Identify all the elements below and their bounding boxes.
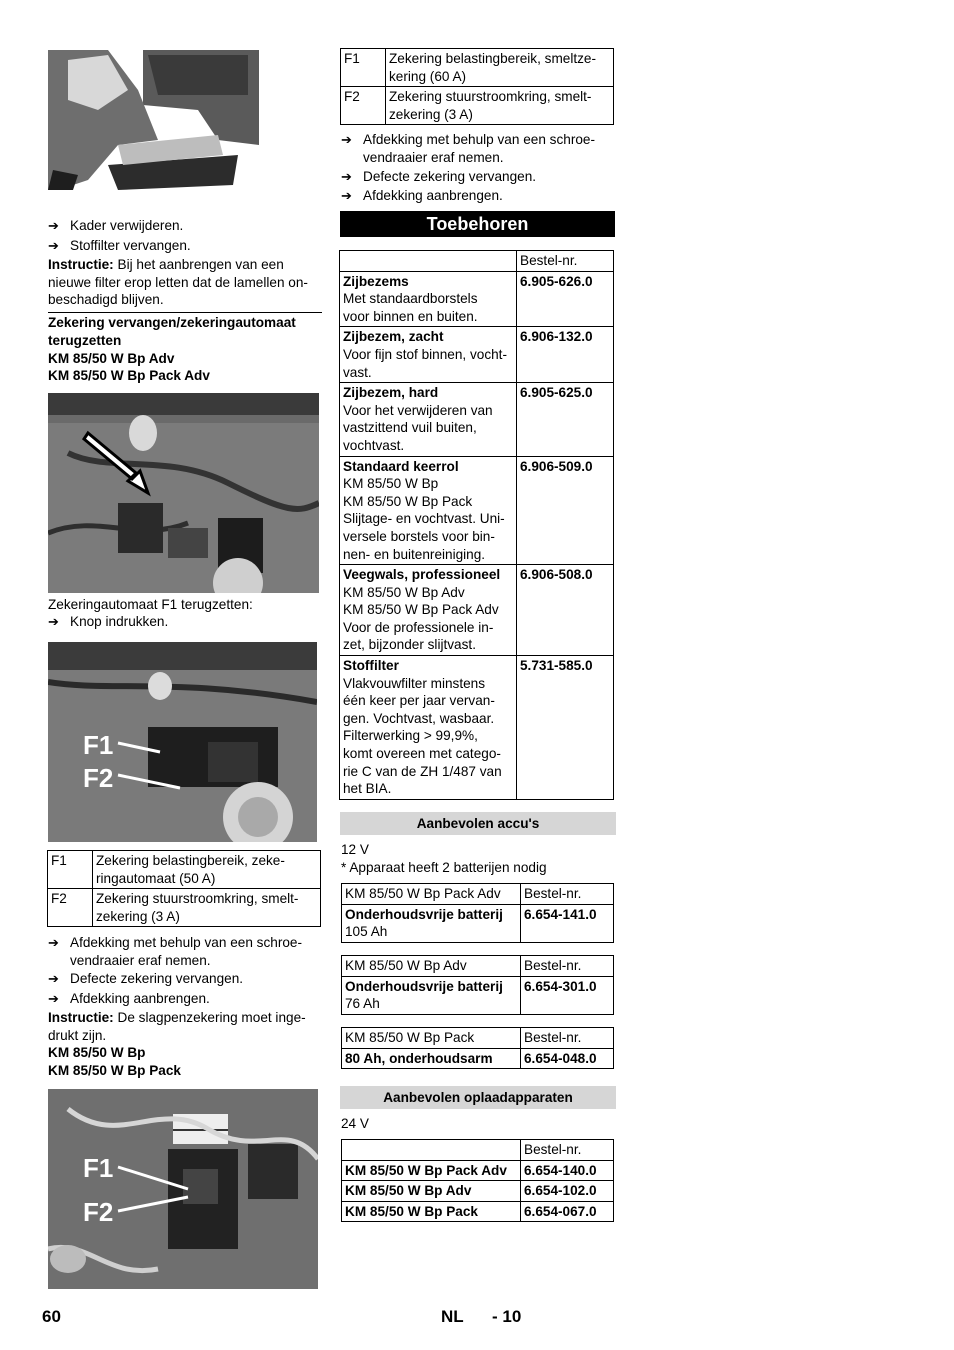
- battery-table-adv: [341, 955, 614, 1015]
- table-row: [341, 49, 614, 87]
- table-row: Onderhoudsvrije batterij 76 Ah 6.654-301.0: [342, 976, 614, 1014]
- page-number: 60: [42, 1307, 61, 1326]
- arrow-right-icon: ➔: [341, 188, 352, 203]
- accu-voltage: 12 V: [341, 842, 369, 857]
- step-afdekking-eraf: ➔ Afdekking met behulp van een schroe- vendraaier eraf nemen.: [48, 935, 302, 968]
- table-row: KM 85/50 W Bp Pack Adv 6.654-140.0: [342, 1160, 614, 1181]
- accu-heading: Aanbevolen accu's: [340, 812, 616, 835]
- arrow-right-icon: ➔: [48, 614, 59, 629]
- arrow-right-icon: ➔: [341, 169, 352, 184]
- instructie-note-1: [48, 256, 328, 309]
- fuse-desc: Zekering belastingbereik, zeke- ringautomaat (50 A): [93, 851, 321, 889]
- filter-replacement-photo: [48, 50, 259, 190]
- table-row: Veegwals, professioneel KM 85/50 W Bp Adv KM 85/50 W Bp Pack Adv Voor de professionele in- zet, bijzonder slijtvast. 6.906-508.0: [340, 565, 614, 656]
- arrow-right-icon: ➔: [341, 132, 352, 147]
- charger-heading: Aanbevolen oplaadapparaten: [340, 1086, 616, 1109]
- instructie-text: Bij het aanbrengen van een: [117, 257, 284, 272]
- model-adv: KM 85/50 W Bp Adv: [48, 351, 175, 366]
- model-bp: KM 85/50 W Bp: [48, 1045, 146, 1060]
- step-defecte-zekering: ➔ Defecte zekering vervangen.: [341, 169, 537, 184]
- order-number: 6.906-509.0: [517, 456, 614, 565]
- fuse-location-photo-adv: [48, 642, 317, 842]
- instructie-text: nieuwe filter erop letten dat de lamellen on-: [48, 274, 308, 290]
- table-row: KM 85/50 W Bp Pack Adv Bestel-nr.: [342, 884, 614, 905]
- section-heading-zekering: Zekering vervangen/zekeringautomaat terugzetten: [48, 315, 296, 348]
- instructie-note-2: Instructie: De slagpenzekering moet inge- drukt zijn.: [48, 1010, 306, 1043]
- arrow-right-icon: ➔: [48, 935, 59, 950]
- step-afdekking-aan: ➔ Afdekking aanbrengen.: [341, 188, 503, 203]
- language-code: NL: [441, 1307, 464, 1326]
- step-text: Kader verwijderen.: [70, 218, 184, 233]
- arrow-right-icon: ➔: [48, 991, 59, 1006]
- order-number: 6.906-132.0: [517, 327, 614, 383]
- sub-page-number: - 10: [492, 1307, 522, 1326]
- battery-table-pack-adv: [341, 883, 614, 943]
- fuse-desc: Zekering belastingbereik, smeltze- kering (60 A): [386, 49, 614, 87]
- fuse-location-photo-bp: [48, 1089, 318, 1289]
- arrow-right-icon: ➔: [48, 218, 59, 233]
- table-row: KM 85/50 W Bp Adv 6.654-102.0: [342, 1181, 614, 1202]
- fuse-desc: Zekering stuurstroomkring, smelt- zekering (3 A): [386, 87, 614, 125]
- reset-instruction: Zekeringautomaat F1 terugzetten:: [48, 597, 253, 612]
- instructie-label: Instructie:: [48, 257, 114, 272]
- model-pack-adv: KM 85/50 W Bp Pack Adv: [48, 368, 210, 383]
- step-kader: [48, 217, 345, 235]
- accessories-table: [339, 250, 614, 800]
- fuse-id: F1: [341, 49, 386, 87]
- instructie-text: beschadigd blijven.: [48, 292, 164, 308]
- table-row: [48, 851, 321, 889]
- charger-voltage: 24 V: [341, 1116, 369, 1131]
- step-defecte-zekering: ➔ Defecte zekering vervangen.: [48, 971, 244, 986]
- accu-note: * Apparaat heeft 2 batterijen nodig: [341, 860, 547, 875]
- table-header-row: Bestel-nr.: [342, 1140, 614, 1161]
- table-row: Stoffilter Vlakvouwfilter minstens één keer per jaar vervan- gen. Vochtvast, wasbaar. Filterwerking > 99,9%, komt overeen met catego- rie C van de ZH 1/487 van het BIA. 5.731-585.0: [340, 656, 614, 800]
- step-text: Knop indrukken.: [70, 614, 169, 629]
- label-f2: F2: [83, 1197, 114, 1227]
- order-number: 6.906-508.0: [517, 565, 614, 656]
- table-row: Onderhoudsvrije batterij 105 Ah 6.654-141.0: [342, 904, 614, 942]
- table-row: KM 85/50 W Bp Pack Bestel-nr.: [342, 1028, 614, 1049]
- arrow-right-icon: ➔: [48, 971, 59, 986]
- fuse-automat-photo: [48, 393, 319, 593]
- table-row: 80 Ah, onderhoudsarm 6.654-048.0: [342, 1048, 614, 1069]
- table-row: KM 85/50 W Bp Pack 6.654-067.0: [342, 1201, 614, 1222]
- charger-table: [341, 1139, 614, 1222]
- table-row: Standaard keerrol KM 85/50 W Bp KM 85/50 W Bp Pack Slijtage- en vochtvast. Uni- versele borstels voor bin- nen- en buitenreiniging. 6.906-509.0: [340, 456, 614, 565]
- model-bp-pack: KM 85/50 W Bp Pack: [48, 1063, 181, 1078]
- fuse-table-left: [47, 850, 321, 927]
- label-f1: F1: [83, 730, 114, 760]
- table-header-row: [340, 251, 614, 272]
- table-row: Zijbezem, hard Voor het verwijderen van vastzittend vuil buiten, vochtvast. 6.905-625.0: [340, 383, 614, 456]
- fuse-id: F2: [48, 889, 93, 927]
- order-number: 6.905-625.0: [517, 383, 614, 456]
- step-knop: [48, 613, 345, 631]
- step-afdekking-eraf: ➔ Afdekking met behulp van een schroe- vendraaier eraf nemen.: [341, 132, 595, 165]
- table-row: KM 85/50 W Bp Adv Bestel-nr.: [342, 956, 614, 977]
- step-text: Stoffilter vervangen.: [70, 238, 191, 253]
- label-f1: F1: [83, 1153, 114, 1183]
- bestel-header: Bestel-nr.: [517, 251, 614, 272]
- order-number: 6.905-626.0: [517, 271, 614, 327]
- section-divider: [48, 312, 322, 313]
- fuse-id: F1: [48, 851, 93, 889]
- label-f2: F2: [83, 763, 114, 793]
- battery-table-pack: [341, 1027, 614, 1069]
- fuse-id: F2: [341, 87, 386, 125]
- fuse-desc: Zekering stuurstroomkring, smelt- zekering (3 A): [93, 889, 321, 927]
- arrow-right-icon: ➔: [48, 238, 59, 253]
- table-row: [48, 889, 321, 927]
- table-row: Zijbezem, zacht Voor fijn stof binnen, vocht- vast. 6.906-132.0: [340, 327, 614, 383]
- toebehoren-banner: Toebehoren: [340, 211, 615, 237]
- table-row: Zijbezems Met standaardborstels voor binnen en buiten. 6.905-626.0: [340, 271, 614, 327]
- order-number: 5.731-585.0: [517, 656, 614, 800]
- step-afdekking-aan: ➔ Afdekking aanbrengen.: [48, 991, 210, 1006]
- fuse-table-right: [340, 48, 614, 125]
- step-stoffilter: [48, 237, 345, 255]
- table-row: [341, 87, 614, 125]
